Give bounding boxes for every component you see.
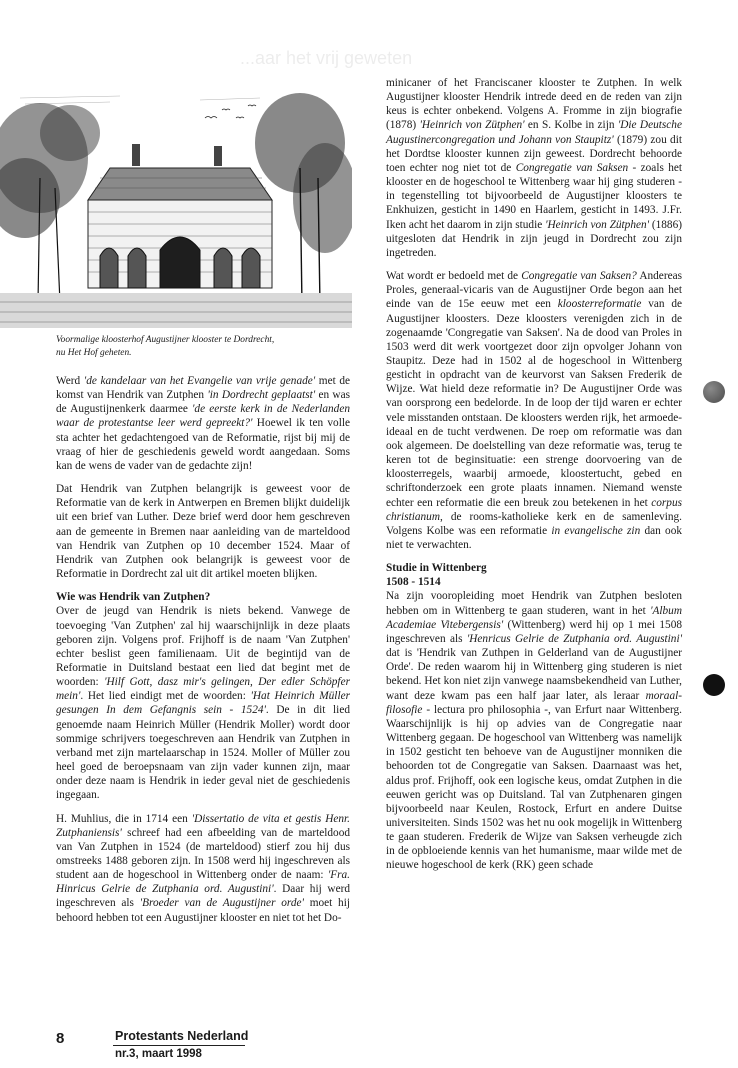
italic-text: 'de kandelaar van het Evangelie van vrije genade' (83, 375, 316, 387)
text-run: Hoewel ik ten volle sta achter het gedachtengoed van de Reformatie, rijst bij mij de vraag of hier de geschiedenis geweld wordt aangedaan. Soms kan de wens de vader van de gedachte zijn! (56, 417, 350, 472)
italic-text: 'Album Academiae Vitebergensis' (386, 604, 682, 631)
footer-rule (113, 1045, 245, 1046)
italic-text: corpus christianum (386, 496, 682, 523)
section-heading-studie-years: 1508 - 1514 (386, 576, 441, 589)
italic-text: 'Die Deutsche Augustinercongregation und Johann von Staupitz' (386, 119, 682, 146)
left-paragraph-1 (56, 374, 350, 473)
footer-issue: nr.3, maart 1998 (115, 1048, 202, 1060)
italic-text: 'Broeder van de Augustijner orde' (139, 897, 304, 910)
left-paragraph-4 (56, 812, 350, 925)
right-column (386, 76, 682, 882)
italic-text: 'Dissertatio de vita et gestis Henr. Zutphaniensis' (56, 812, 350, 839)
text-run: Dat Hendrik van Zutphen belangrijk is geweest voor de Reformatie van de kerk in Antwerpen en Bremen blijkt duidelijk uit een brief van Luther. Deze brief werd door hem geschreven aan de gemeente in Bremen naar aanleiding van de marteldood van Hendrik van Zutphen op 10 december 1524. Maar of Hendrik van Zutphen ook belangrijk is geweest voor de Reformatie in Dordrecht zal uit dit artikel moeten blijken. (56, 483, 350, 581)
text-run: Wat wordt er bedoeld met de (386, 270, 522, 283)
text-run: moet hij behoord hebben tot een Augustijner klooster en niet tot het Do- (56, 897, 350, 924)
italic-text: Congregatie van Saksen (515, 161, 629, 174)
section-heading-studie: Studie in Wittenberg (386, 562, 487, 575)
text-run: . Het lied eindigt met de woorden: (80, 690, 251, 703)
page-number: 8 (56, 1030, 65, 1047)
italic-text: in evangelische zin (551, 524, 641, 537)
italic-text: Congregatie van Saksen? (521, 270, 637, 283)
italic-text: 'Heinrich von Zütphen' (419, 119, 525, 132)
italic-text: 'Fra. Hinricus Gelrie de Zutphania ord. Augustini' (56, 869, 350, 896)
right-paragraph-3 (386, 589, 682, 872)
gray-margin-dot (703, 381, 725, 403)
text-run: en was de Augustijnenkerk daarmee (56, 389, 350, 416)
text-run: - zoals het klooster en de hogeschool te Wittenberg waar hij ging studeren - in tegenstelling tot bijvoorbeeld de Augustijner kloosters te Enkhuizen, gesticht in 1490 en Haarlem, gesticht in 1493. J.Fr. Iken acht het daarom in zijn studie (386, 161, 683, 231)
text-run: (1879) zou dit het Dordtse klooster kunnen zijn geweest. Dordrecht behoorde toen echter nog niet tot de (386, 133, 682, 174)
right-paragraph-2 (386, 269, 682, 552)
text-run: - lectura pro philosophia -, van Erfurt naar Wittenberg. Waarschijnlijk is hij op advies van de Congregatie naar Wittenberg gegaan. De hogeschool van Wittenberg was namelijk in 1502 gesticht ten behoeve van de Augustijner monniken die behoorden tot de Congregatie van Saksen. Daarnaast was het, aldus prof. Frijhoff, ook een logische keus, omdat Zutphen in die eeuwen gericht was op Duitsland. Tal van Zutphenaren gingen bijvoorbeeld naar Keulen, Rostock, Erfurt en andere Duitse universiteiten. Sinds 1502 was het nu ook mogelijk in Wittenberg te gaan studeren. Frederik de Wijze van Saksen verheugde zich in de opbloeiende kennis van het humanisme, maar wilde met de nieuwe hogeschool de kerk (RK) geen schade (386, 703, 682, 872)
italic-text: 'Hilf Gott, dasz mir's gelingen, Der edler Schöpfer mein' (56, 676, 350, 703)
text-run: (Wittenberg) werd hij op 1 mei 1508 ingeschreven als (386, 618, 682, 645)
text-run: dan ook niet te verwachten. (386, 524, 682, 551)
text-run: (1886) uitgesloten dat Hendrik in zijn jeugd in Dordrecht zou zijn ingetreden. (386, 218, 682, 259)
text-run: . Daar hij werd ingeschreven als (56, 883, 350, 910)
kloosterhof-illustration (0, 88, 352, 328)
italic-text: kloosterreformatie (557, 298, 642, 311)
section-heading-wie-was: Wie was Hendrik van Zutphen? (56, 591, 211, 604)
left-column (56, 374, 350, 934)
text-run: van de Augustijner kloosters. Deze kloosters verenigden zich in de zogenaamde 'Congregatie van Saksen'. Na de dood van Proles in 1503 werd dit werk voortgezet door zijn opvolger Johann von Staupitz. Deze had in 1502 al de hogeschool in Wittenberg gesticht in opdracht van de keurvorst van Saksen Frederik de Wijze. Wat hield deze reformatie in? De Augustijner Orde was van oorsprong een bedelorde. In de loop der tijd waren er echter vele misstanden ontstaan. De kloosters werden rijk, het armoede-ideaal en de tucht verdwenen. De roep om reformatie was dan ook algemeen. De doelstelling van deze reformatie was, terug te keren tot de beginsituatie: een strenge doorvoering van de kloosterregels, waarbij armoede, kloostertucht, gebed en schriftonderzoek een grote plaats innamen. Niemand wenste echter een reformatie die een breuk zou betekenen in het (386, 298, 682, 509)
italic-text: 'Heinrich von Zütphen' (545, 218, 650, 231)
right-paragraph-1 (386, 76, 682, 260)
italic-text: 'Hat Heinrich Müller gesungen In dem Gefangnis sein - 1524' (56, 690, 350, 717)
text-run: dat is 'Hendrik van Zuthpen in Gelderland van de Augustijner Orde'. De reden waarom hij in Wittenberg ging studeren is niet bekend. Het kon niet zijn vanwege naamsbekendheid van Luther, want deze kwam pas een half jaar later, als leraar (386, 647, 682, 702)
left-paragraph-3 (56, 604, 350, 802)
caption-line-2: nu Het Hof geheten. (56, 347, 132, 358)
text-run: Over de jeugd van Hendrik is niets bekend. Vanwege de toevoeging 'Van Zutphen' zal hij waarschijnlijk in deze plaats geboren zijn. Volgens prof. Frijhoff is de naam 'Van Zutphen' echter beslist geen familienaam. Uit de begintijd van de Reformatie in Duitsland bestaat een lied dat begint met de woorden: (56, 605, 350, 689)
left-paragraph-2 (56, 482, 350, 581)
black-margin-dot (703, 674, 725, 696)
text-run: H. Muhlius, die in 1714 een (56, 812, 192, 825)
text-run: en S. Kolbe in zijn (524, 119, 618, 132)
italic-text: moraal-filosofie (386, 689, 682, 716)
caption-line-1: Voormalige kloosterhof Augustijner klooster te Dordrecht, (56, 335, 275, 345)
text-run: Andereas Proles, generaal-vicaris van de Augustijner Orde begon aan het einde van de 15e eeuw met een (386, 270, 683, 311)
italic-text: 'de eerste kerk in de Nederlanden waar de protestantse leer werd gepreekt?' (56, 403, 350, 430)
italic-text: 'in Dordrecht geplaatst' (207, 389, 316, 402)
italic-text: 'Henricus Gelrie de Zutphania ord. Augustini' (466, 632, 682, 645)
text-run: met de komst van Hendrik van Zutphen (56, 375, 350, 402)
bleed-through-heading: ...aar het vrij geweten (240, 48, 413, 68)
text-run: minicaner of het Franciscaner klooster te Zutphen. In welk Augustijner klooster Hendrik intrede deed en de reden van zijn keus is echter onbekend. Volgens A. Fromme in zijn biografie (1878) (386, 77, 682, 132)
text-run: Na zijn vooropleiding moet Hendrik van Zutphen besloten hebben om in Wittenberg te gaan studeren, want in het (386, 590, 682, 617)
footer-publication-title: Protestants Nederland (115, 1029, 249, 1043)
illustration-caption (56, 334, 350, 359)
text-run: Werd (56, 375, 84, 387)
text-run: , de rooms-katholieke kerk en de samenleving. Volgens Kolbe was een reformatie (386, 510, 682, 537)
text-run: schreef had een afbeelding van de marteldood van Van Zutphen in 1524 (de marteldood) stierf zou hij dus omstreeks 1488 geboren zijn. In 1508 werd hij ingeschreven als student aan de hogeschool in Wittenberg onder de naam: (56, 826, 350, 882)
text-run: . De in dit lied genoemde naam Heinrich Müller (Hendrik Moller) wordt door sommige schrijvers toegeschreven aan Hendrik van Zutphen in verband met zijn martelaarschap in 1524. Moller of Müller zou heel goed de beroepsnaam van zijn vader kunnen zijn, maar onder deze naam is Hendrik in ieder geval niet de geschiedenis ingegaan. (56, 704, 350, 802)
